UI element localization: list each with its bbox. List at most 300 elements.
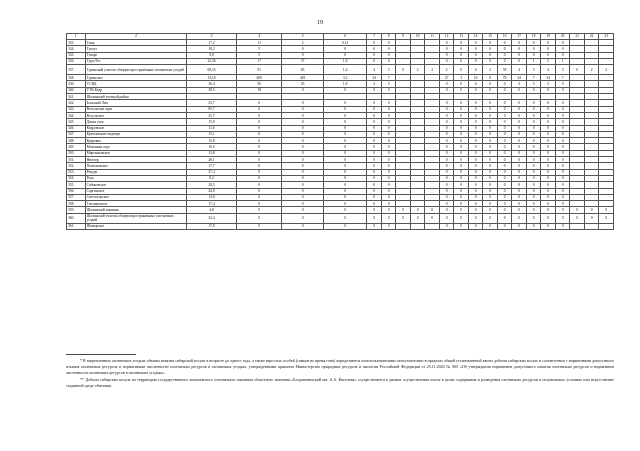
value-cell: 3,2 xyxy=(323,75,367,81)
row-number-cell: 343. xyxy=(67,106,86,112)
value-cell: 0 xyxy=(439,138,454,144)
value-cell: 0 xyxy=(512,194,527,200)
value-cell: 5 xyxy=(236,46,282,52)
value-cell: 0 xyxy=(439,81,454,87)
value-cell xyxy=(599,223,614,229)
value-cell: 0 xyxy=(555,223,570,229)
value-cell: 0 xyxy=(236,125,282,131)
value-cell: 0 xyxy=(439,157,454,163)
value-cell: 0 xyxy=(555,40,570,46)
value-cell: 0 xyxy=(236,223,282,229)
value-cell: 2 xyxy=(483,65,498,75)
value-cell: 0 xyxy=(439,207,454,213)
value-cell: 0 xyxy=(282,100,323,106)
value-cell: 0 xyxy=(483,131,498,137)
value-cell: 0 xyxy=(555,201,570,207)
value-cell: 0 xyxy=(236,169,282,175)
column-number: 7 xyxy=(367,34,382,40)
value-cell: 5 xyxy=(541,58,556,64)
row-number-cell: 345. xyxy=(67,119,86,125)
value-cell: 0 xyxy=(236,131,282,137)
value-cell: 0 xyxy=(483,169,498,175)
value-cell: 15,8 xyxy=(187,138,237,144)
area-name-cell: УТК Кедр xyxy=(85,87,187,93)
value-cell: 0 xyxy=(367,138,382,144)
value-cell: 0 xyxy=(497,194,512,200)
value-cell: 0 xyxy=(468,40,483,46)
value-cell: 5 xyxy=(555,81,570,87)
value-cell: 0 xyxy=(381,40,396,46)
value-cell: 0 xyxy=(454,194,469,200)
value-cell: 79 xyxy=(497,75,512,81)
value-cell: 0 xyxy=(512,40,527,46)
value-cell: 0 xyxy=(483,52,498,58)
value-cell: 55 xyxy=(282,81,323,87)
value-cell: 0 xyxy=(367,119,382,125)
row-number-cell: 333. xyxy=(67,40,86,46)
value-cell: 0 xyxy=(439,52,454,58)
row-number-cell: 350. xyxy=(67,150,86,156)
value-cell: 0 xyxy=(236,207,282,213)
value-cell: 0 xyxy=(541,188,556,194)
value-cell: 59 xyxy=(497,65,512,75)
row-number-cell: 357. xyxy=(67,194,86,200)
value-cell: 0 xyxy=(282,131,323,137)
value-cell: 0 xyxy=(468,65,483,75)
value-cell: 0 xyxy=(367,223,382,229)
value-cell: 0 xyxy=(497,169,512,175)
value-cell: 0 xyxy=(367,58,382,64)
value-cell: 0 xyxy=(282,125,323,131)
value-cell: 0 xyxy=(282,119,323,125)
row-number-cell: 341. xyxy=(67,94,86,100)
footnote-2: ** Добыча сибирских косуль на территории государственного комплексного охотничьего заказника областного значения «Богдановичский им. А.А. Киселева» осуществляется в рамках осуществления охоты в целях содержания и разведения охотничьих ресурсов в полувольных условиях или искусственно созданной среде обитания. xyxy=(66,377,614,388)
value-cell: 0 xyxy=(526,163,541,169)
value-cell: 0 xyxy=(483,201,498,207)
column-number: 14 xyxy=(468,34,483,40)
value-cell: 481 xyxy=(282,75,323,81)
value-cell: 0 xyxy=(236,150,282,156)
value-cell: 0 xyxy=(468,188,483,194)
value-cell: 0 xyxy=(497,207,512,213)
value-cell: 0 xyxy=(512,182,527,188)
value-cell: 0 xyxy=(483,213,498,223)
value-cell: 2 xyxy=(584,65,599,75)
value-cell: 0 xyxy=(497,58,512,64)
value-cell: 0 xyxy=(526,182,541,188)
value-cell: 0 xyxy=(381,188,396,194)
value-cell: 0 xyxy=(236,144,282,150)
value-cell: 0 xyxy=(483,157,498,163)
value-cell: 0 xyxy=(323,223,367,229)
value-cell: 0 xyxy=(541,163,556,169)
value-cell: 0 xyxy=(541,119,556,125)
value-cell: 0 xyxy=(483,100,498,106)
value-cell: 0 xyxy=(468,157,483,163)
value-cell: 0 xyxy=(381,52,396,58)
value-cell: 0 xyxy=(541,46,556,52)
value-cell: 0 xyxy=(323,125,367,131)
value-cell: 44,8 xyxy=(187,188,237,194)
value-cell: 0 xyxy=(468,207,483,213)
value-cell: 0 xyxy=(236,119,282,125)
value-cell: 0 xyxy=(454,87,469,93)
value-cell: 0 xyxy=(541,52,556,58)
value-cell: 0 xyxy=(381,144,396,150)
value-cell: 0 xyxy=(555,131,570,137)
value-cell: 28,1 xyxy=(187,157,237,163)
quota-table xyxy=(66,33,614,230)
value-cell: 0 xyxy=(323,106,367,112)
value-cell: 0 xyxy=(483,175,498,181)
value-cell: 0 xyxy=(282,201,323,207)
value-cell: 0 xyxy=(497,138,512,144)
value-cell: 0 xyxy=(541,207,556,213)
value-cell: 17,2 xyxy=(187,40,237,46)
area-name-cell: Тунтус xyxy=(85,46,187,52)
value-cell: 38,5 xyxy=(187,87,237,93)
value-cell: 0 xyxy=(454,138,469,144)
value-cell: 0 xyxy=(323,100,367,106)
value-cell: 0 xyxy=(367,188,382,194)
value-cell: 0 xyxy=(555,213,570,223)
value-cell: 2 xyxy=(425,65,440,75)
value-cell: 0 xyxy=(483,46,498,52)
value-cell: 0 xyxy=(282,138,323,144)
value-cell: 480 xyxy=(236,75,282,81)
value-cell: 0 xyxy=(454,157,469,163)
value-cell: 0 xyxy=(425,213,440,223)
value-cell: 0 xyxy=(526,144,541,150)
value-cell: 0 xyxy=(512,144,527,150)
value-cell: 0 xyxy=(483,119,498,125)
value-cell: 18,2 xyxy=(187,46,237,52)
value-cell: 0 xyxy=(512,188,527,194)
row-number-cell: 347. xyxy=(67,131,86,137)
column-number: 2 xyxy=(85,34,187,40)
value-cell: 0 xyxy=(555,175,570,181)
value-cell: 0 xyxy=(396,65,411,75)
value-cell: 4,8 xyxy=(187,207,237,213)
row-number-cell: 337. xyxy=(67,65,86,75)
value-cell: 0 xyxy=(282,112,323,118)
value-cell: 0 xyxy=(483,194,498,200)
value-cell: 0 xyxy=(282,223,323,229)
value-cell: 0 xyxy=(454,163,469,169)
value-cell: 1,8 xyxy=(323,81,367,87)
value-cell: 0 xyxy=(512,223,527,229)
value-cell: 0 xyxy=(555,157,570,163)
value-cell: 0 xyxy=(454,125,469,131)
row-number-cell: 348. xyxy=(67,138,86,144)
value-cell: 0 xyxy=(323,157,367,163)
value-cell: 0 xyxy=(483,106,498,112)
value-cell: 0 xyxy=(584,213,599,223)
quota-table-body xyxy=(67,34,614,230)
value-cell: 0 xyxy=(468,175,483,181)
value-cell: 0 xyxy=(236,175,282,181)
value-cell: 0 xyxy=(526,201,541,207)
area-name-cell: Мартьяновское xyxy=(85,150,187,156)
value-cell: 0 xyxy=(512,119,527,125)
value-cell: 0 xyxy=(512,163,527,169)
area-name-cell: Тепляковское xyxy=(85,201,187,207)
value-cell: 0 xyxy=(468,87,483,93)
value-cell: 0 xyxy=(468,58,483,64)
value-cell: 0 xyxy=(439,175,454,181)
value-cell xyxy=(584,223,599,229)
value-cell: 0 xyxy=(367,194,382,200)
value-cell: 0 xyxy=(381,100,396,106)
value-cell: 0 xyxy=(454,175,469,181)
value-cell: 0 xyxy=(439,40,454,46)
value-cell: 0 xyxy=(541,125,556,131)
value-cell: 0 xyxy=(439,144,454,150)
value-cell: 0 xyxy=(425,207,440,213)
value-cell: 0 xyxy=(439,87,454,93)
value-cell: 0 xyxy=(439,194,454,200)
value-cell: 17,4 xyxy=(187,201,237,207)
value-cell: 0 xyxy=(454,188,469,194)
value-cell: 0 xyxy=(541,182,556,188)
value-cell: 0 xyxy=(526,150,541,156)
value-cell: 0 xyxy=(454,150,469,156)
value-cell: 0 xyxy=(570,207,585,213)
value-cell: 0 xyxy=(454,40,469,46)
value-cell: 0 xyxy=(483,112,498,118)
value-cell: 0 xyxy=(367,40,382,46)
value-cell: 0 xyxy=(236,138,282,144)
value-cell: 0 xyxy=(323,188,367,194)
value-cell: 0 xyxy=(454,58,469,64)
value-cell: 0 xyxy=(454,119,469,125)
value-cell: 15,0 xyxy=(187,119,237,125)
value-cell: 0 xyxy=(367,87,382,93)
value-cell: 0 xyxy=(468,150,483,156)
value-cell: 0 xyxy=(282,213,323,223)
value-cell: 0 xyxy=(512,213,527,223)
value-cell: 1,4 xyxy=(323,65,367,75)
value-cell: 7 xyxy=(555,75,570,81)
value-cell: 0 xyxy=(497,223,512,229)
value-cell: 0 xyxy=(483,87,498,93)
value-cell: 91 xyxy=(236,65,282,75)
value-cell: 0 xyxy=(497,87,512,93)
value-cell: 0 xyxy=(468,119,483,125)
value-cell: 0 xyxy=(323,119,367,125)
value-cell: 0 xyxy=(282,182,323,188)
value-cell: 0 xyxy=(483,223,498,229)
value-cell: 0 xyxy=(497,52,512,58)
value-cell: 0 xyxy=(555,46,570,52)
value-cell: 0 xyxy=(497,175,512,181)
row-number-cell: 361. xyxy=(67,223,86,229)
value-cell: 0 xyxy=(555,163,570,169)
value-cell: 5 xyxy=(381,65,396,75)
value-cell: 0 xyxy=(236,201,282,207)
value-cell: 0 xyxy=(454,46,469,52)
value-cell: 0 xyxy=(555,125,570,131)
value-cell: 0 xyxy=(454,52,469,58)
area-name-cell: Туринский участок общераспространённых охотничьих угодий xyxy=(85,65,187,75)
value-cell: 0 xyxy=(396,213,411,223)
row-number-cell: 336. xyxy=(67,58,86,64)
column-number: 21 xyxy=(570,34,585,40)
value-cell: 0 xyxy=(323,46,367,52)
value-cell: 0 xyxy=(439,46,454,52)
value-cell: 0 xyxy=(526,125,541,131)
column-number: 12 xyxy=(439,34,454,40)
value-cell: 0 xyxy=(454,144,469,150)
value-cell: 0 xyxy=(468,100,483,106)
value-cell: 2 xyxy=(541,81,556,87)
value-cell: 27 xyxy=(439,75,454,81)
value-cell: 0 xyxy=(541,175,556,181)
value-cell: 0 xyxy=(323,213,367,223)
value-cell: 0 xyxy=(555,138,570,144)
value-cell: 0 xyxy=(323,169,367,175)
value-cell: 0 xyxy=(381,194,396,200)
value-cell: 0 xyxy=(512,125,527,131)
area-name-cell: Рендер xyxy=(85,169,187,175)
value-cell: 0 xyxy=(497,40,512,46)
value-cell: 0 xyxy=(497,188,512,194)
value-cell: 0 xyxy=(454,106,469,112)
value-cell: 0 xyxy=(439,150,454,156)
value-cell: 0 xyxy=(526,87,541,93)
value-cell: 4 xyxy=(541,65,556,75)
value-cell: 0 xyxy=(282,207,323,213)
value-cell: 0 xyxy=(367,131,382,137)
value-cell: 0 xyxy=(541,106,556,112)
value-cell: 0 xyxy=(236,112,282,118)
value-cell: 0 xyxy=(512,100,527,106)
value-cell: 0 xyxy=(381,112,396,118)
row-number-cell: 360. xyxy=(67,213,86,223)
value-cell: 0 xyxy=(367,207,382,213)
value-cell: 0 xyxy=(381,46,396,52)
value-cell: 0 xyxy=(497,106,512,112)
value-cell: 0 xyxy=(541,87,556,93)
area-name-cell: Светлогорское xyxy=(85,194,187,200)
value-cell: 0 xyxy=(439,201,454,207)
value-cell: 0 xyxy=(323,207,367,213)
value-cell: 0 xyxy=(282,188,323,194)
value-cell: 8 xyxy=(483,75,498,81)
value-cell: 15,1 xyxy=(187,131,237,137)
value-cell: 0 xyxy=(367,112,382,118)
value-cell: 3 xyxy=(454,75,469,81)
value-cell: 0 xyxy=(541,213,556,223)
column-number: 6 xyxy=(323,34,367,40)
column-number: 13 xyxy=(454,34,469,40)
value-cell: 0 xyxy=(323,112,367,118)
value-cell: 14,8 xyxy=(187,194,237,200)
value-cell: 0 xyxy=(468,163,483,169)
row-number-cell: 349. xyxy=(67,144,86,150)
value-cell: 0 xyxy=(512,169,527,175)
value-cell: 17 xyxy=(236,58,282,64)
value-cell: 0 xyxy=(512,52,527,58)
value-cell: 0 xyxy=(439,169,454,175)
value-cell: 0 xyxy=(381,182,396,188)
column-number: 11 xyxy=(425,34,440,40)
value-cell: 0 xyxy=(512,157,527,163)
area-name-cell: Саргинское xyxy=(85,188,187,194)
value-cell: 0 xyxy=(497,213,512,223)
value-cell: 0 xyxy=(570,213,585,223)
value-cell xyxy=(410,223,425,229)
value-cell: 0 xyxy=(541,201,556,207)
value-cell: 0 xyxy=(512,46,527,52)
value-cell: 0 xyxy=(454,100,469,106)
value-cell: 0 xyxy=(454,131,469,137)
value-cell xyxy=(570,223,585,229)
value-cell: 0 xyxy=(381,125,396,131)
value-cell: 0 xyxy=(367,125,382,131)
value-cell: 0 xyxy=(396,207,411,213)
value-cell: 0 xyxy=(439,182,454,188)
value-cell: 0 xyxy=(439,119,454,125)
column-number: 15 xyxy=(483,34,498,40)
value-cell: 0 xyxy=(323,175,367,181)
value-cell: 0 xyxy=(526,175,541,181)
value-cell: 0 xyxy=(468,223,483,229)
value-cell: 0 xyxy=(512,201,527,207)
value-cell: 0 xyxy=(381,150,396,156)
value-cell: 0 xyxy=(282,194,323,200)
value-cell: 0 xyxy=(323,201,367,207)
value-cell: 0 xyxy=(497,144,512,150)
row-number-cell: 338. xyxy=(67,75,86,81)
row-number-cell: 351. xyxy=(67,157,86,163)
value-cell: 37 xyxy=(282,58,323,64)
value-cell: 0 xyxy=(526,46,541,52)
value-cell: 0 xyxy=(584,207,599,213)
table-row xyxy=(67,223,614,229)
value-cell: 0 xyxy=(454,207,469,213)
value-cell: 0 xyxy=(555,87,570,93)
value-cell: 2 xyxy=(439,65,454,75)
value-cell: 85,7 xyxy=(187,106,237,112)
value-cell: 0 xyxy=(439,213,454,223)
value-cell: 0 xyxy=(323,144,367,150)
value-cell: 0 xyxy=(468,144,483,150)
value-cell: 0 xyxy=(454,223,469,229)
value-cell: 34 xyxy=(367,75,382,81)
value-cell: 0 xyxy=(439,163,454,169)
value-cell: 7 xyxy=(526,75,541,81)
value-cell: 0 xyxy=(526,207,541,213)
column-number: 4 xyxy=(236,34,282,40)
area-name-cell: Больший Лип xyxy=(85,100,187,106)
value-cell: 0 xyxy=(367,46,382,52)
value-cell: 0 xyxy=(526,106,541,112)
value-cell: 2 xyxy=(512,81,527,87)
value-cell: 0 xyxy=(282,144,323,150)
value-cell: 0 xyxy=(512,112,527,118)
column-number: 23 xyxy=(599,34,614,40)
value-cell: 0 xyxy=(454,65,469,75)
value-cell: 0 xyxy=(483,182,498,188)
area-name-cell: Туринское xyxy=(85,75,187,81)
value-cell: 0 xyxy=(323,150,367,156)
value-cell: 0 xyxy=(526,112,541,118)
value-cell: 0 xyxy=(381,157,396,163)
value-cell: 32,4 xyxy=(187,213,237,223)
value-cell: 0 xyxy=(381,201,396,207)
value-cell: 0 xyxy=(526,138,541,144)
